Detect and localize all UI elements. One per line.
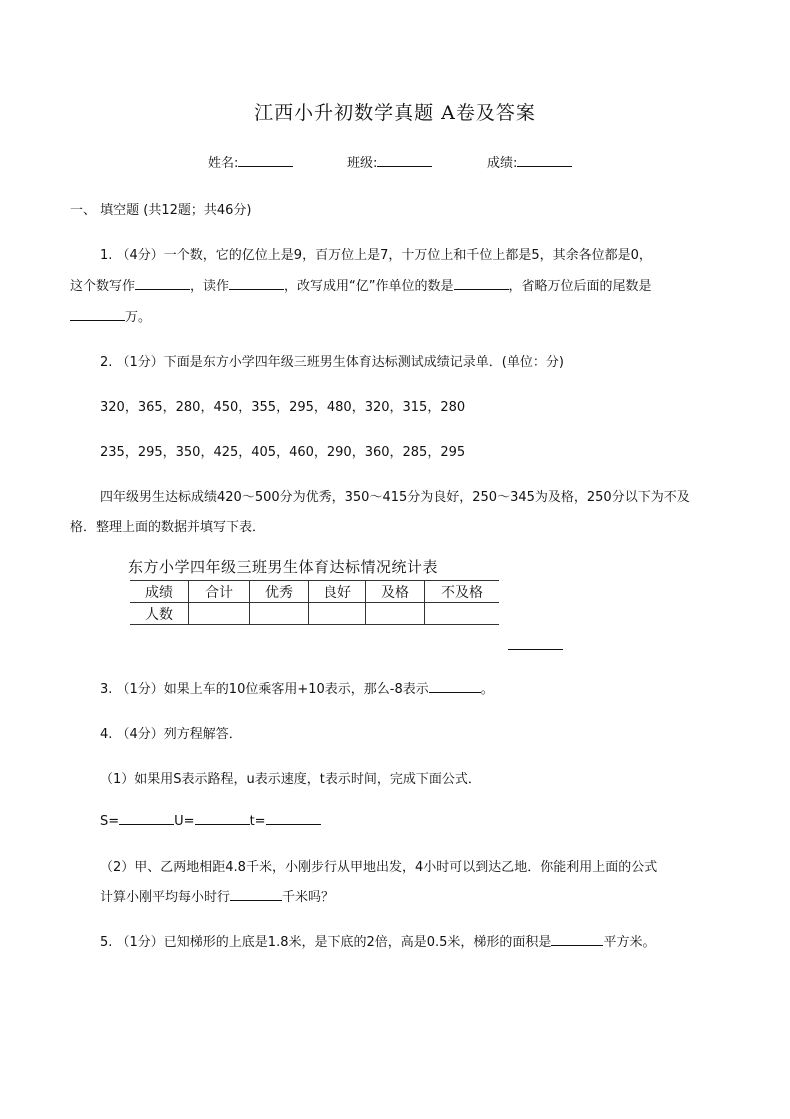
q5-text-b: 平方米。 [603, 935, 656, 950]
q1-text-e: 万。 [125, 310, 152, 325]
name-blank[interactable] [238, 165, 293, 167]
q3-text-b: 。 [480, 682, 494, 697]
q2-data2: 235，295，350，425，405，460，290，360，285，295 [100, 445, 466, 460]
q3-blank[interactable] [429, 691, 481, 693]
table-header: 优秀 [250, 581, 309, 603]
formula-u-label: U= [174, 814, 195, 829]
formula-s-label: S= [100, 814, 120, 829]
stats-table [130, 580, 499, 625]
table-cell-excellent[interactable] [250, 603, 309, 625]
table-row [130, 603, 499, 625]
table-header-row [130, 581, 499, 603]
q4-sub2-blank[interactable] [230, 899, 282, 901]
q2-desc2: 格．整理上面的数据并填写下表． [70, 520, 266, 535]
q1-text-b: ，读作 [190, 279, 230, 294]
q5-text-a: 5. （1分）已知梯形的上底是1.8米，是下底的2倍，高是0.5米，梯形的面积是 [100, 935, 552, 950]
q4-formulas [100, 814, 321, 829]
score-field [487, 152, 572, 171]
q1-blank-1[interactable] [135, 288, 190, 290]
formula-t-blank[interactable] [266, 823, 321, 825]
table-title: 东方小学四年级三班男生体育达标情况统计表 [128, 558, 439, 576]
q1-text-d: ，省略万位后面的尾数是 [508, 279, 652, 294]
q4-sub2-line2 [100, 886, 334, 905]
name-label: 姓名: [208, 156, 239, 171]
formula-t-label: t= [249, 814, 266, 829]
score-label: 成绩: [487, 156, 518, 171]
q1-line3 [70, 306, 151, 325]
q4-sub2-text-b: 千米吗？ [282, 890, 335, 905]
q1-text-a: 这个数写作 [70, 279, 136, 294]
q1-line2 [70, 275, 652, 294]
class-label: 班级: [347, 156, 378, 171]
q4-sub2-line1: （2）甲、乙两地相距4.8千米，小刚步行从甲地出发，4小时可以到达乙地．你能利用上面的公式 [100, 860, 658, 875]
q1-blank-4[interactable] [70, 319, 125, 321]
table-header: 合计 [189, 581, 250, 603]
q3-line [100, 678, 494, 697]
table-cell-fail[interactable] [425, 603, 500, 625]
q5-line [100, 931, 655, 950]
q2-desc1: 四年级男生达标成绩420～500分为优秀，350～415分为良好，250～345为及格，250分以下为不及 [100, 490, 690, 505]
score-blank[interactable] [517, 165, 572, 167]
q3-text-a: 3. （1分）如果上车的10位乘客用+10表示，那么-8表示 [100, 682, 429, 697]
class-blank[interactable] [377, 165, 432, 167]
table-cell-pass[interactable] [366, 603, 425, 625]
q2-answer-blank[interactable] [508, 648, 563, 650]
q4-sub1: （1）如果用S表示路程，u表示速度，t表示时间，完成下面公式． [100, 772, 481, 787]
q2-data1: 320，365，280，450，355，295，480，320，315，280 [100, 400, 466, 415]
table-header: 成绩 [130, 581, 189, 603]
formula-s-blank[interactable] [119, 823, 174, 825]
q1-blank-2[interactable] [229, 288, 284, 290]
q1-text-c: ，改写成用“亿”作单位的数是 [284, 279, 454, 294]
formula-u-blank[interactable] [195, 823, 250, 825]
table-cell-good[interactable] [309, 603, 366, 625]
q2-line1: 2. （1分）下面是东方小学四年级三班男生体育达标测试成绩记录单．(单位：分) [100, 355, 564, 370]
table-row-label: 人数 [130, 603, 189, 625]
page-title: 江西小升初数学真题 A卷及答案 [254, 102, 536, 124]
q4-line1: 4. （4分）列方程解答． [100, 727, 242, 742]
q1-line1: 1. （4分）一个数，它的亿位上是9，百万位上是7，十万位上和千位上都是5，其余各位都是0， [100, 248, 652, 263]
table-cell-total[interactable] [189, 603, 250, 625]
table-header: 不及格 [425, 581, 500, 603]
section-heading: 一、 填空题 (共12题；共46分) [70, 203, 252, 218]
table-header: 良好 [309, 581, 366, 603]
table-header: 及格 [366, 581, 425, 603]
q5-blank[interactable] [551, 944, 603, 946]
q1-blank-3[interactable] [454, 288, 509, 290]
class-field [347, 152, 432, 171]
q4-sub2-text-a: 计算小刚平均每小时行 [100, 890, 231, 905]
name-field [208, 152, 293, 171]
